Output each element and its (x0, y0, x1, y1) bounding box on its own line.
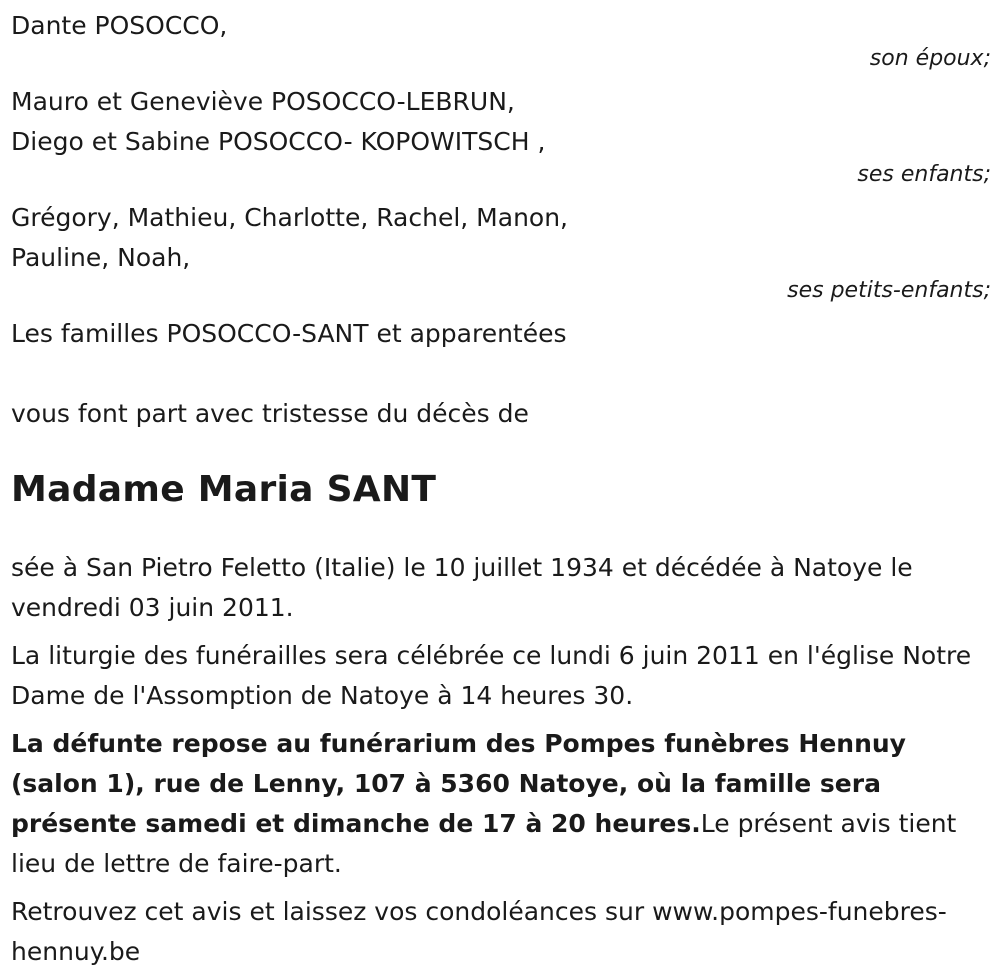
deceased-name: Madame Maria SANT (11, 469, 437, 510)
family-name-line: Pauline, Noah, (11, 243, 191, 272)
family-group-grandchildren (11, 198, 991, 304)
online-condolences-paragraph: Retrouvez cet avis et laissez vos condoléances sur www.pompes-funebres-hennuy.be (11, 897, 947, 966)
family-role-label: son époux; (869, 46, 991, 71)
birth-death-paragraph: sée à San Pietro Feletto (Italie) le 10 juillet 1934 et décédée à Natoye le vendredi 03 juin 2011. (11, 553, 913, 622)
family-group-children (11, 82, 991, 188)
announcement-text: vous font part avec tristesse du décès de (11, 399, 529, 428)
family-name-line: Grégory, Mathieu, Charlotte, Rachel, Manon, (11, 203, 569, 232)
repose-rest-text: Le présent avis tient lieu de lettre de faire-part. (11, 809, 957, 878)
family-group-spouse (11, 6, 991, 72)
obituary-notice (11, 6, 991, 980)
family-name-line: Mauro et Geneviève POSOCCO-LEBRUN, (11, 87, 515, 116)
family-name-line: Dante POSOCCO, (11, 11, 228, 40)
family-name-line: Diego et Sabine POSOCCO- KOPOWITSCH , (11, 127, 546, 156)
family-role-label: ses enfants; (857, 162, 991, 187)
family-role-label: ses petits-enfants; (787, 278, 991, 303)
liturgy-paragraph: La liturgie des funérailles sera célébrée ce lundi 6 juin 2011 en l'église Notre Dame de l'Assomption de Natoye à 14 heures 30. (11, 641, 972, 710)
families-line: Les familles POSOCCO-SANT et apparentées (11, 319, 567, 348)
repose-bold-text: La défunte repose au funérarium des Pompes funèbres Hennuy (salon 1), rue de Lenny, 107 à 5360 Natoye, où la famille sera présente samedi et dimanche de 17 à 20 heures. (11, 729, 906, 838)
repose-paragraph (11, 724, 991, 884)
